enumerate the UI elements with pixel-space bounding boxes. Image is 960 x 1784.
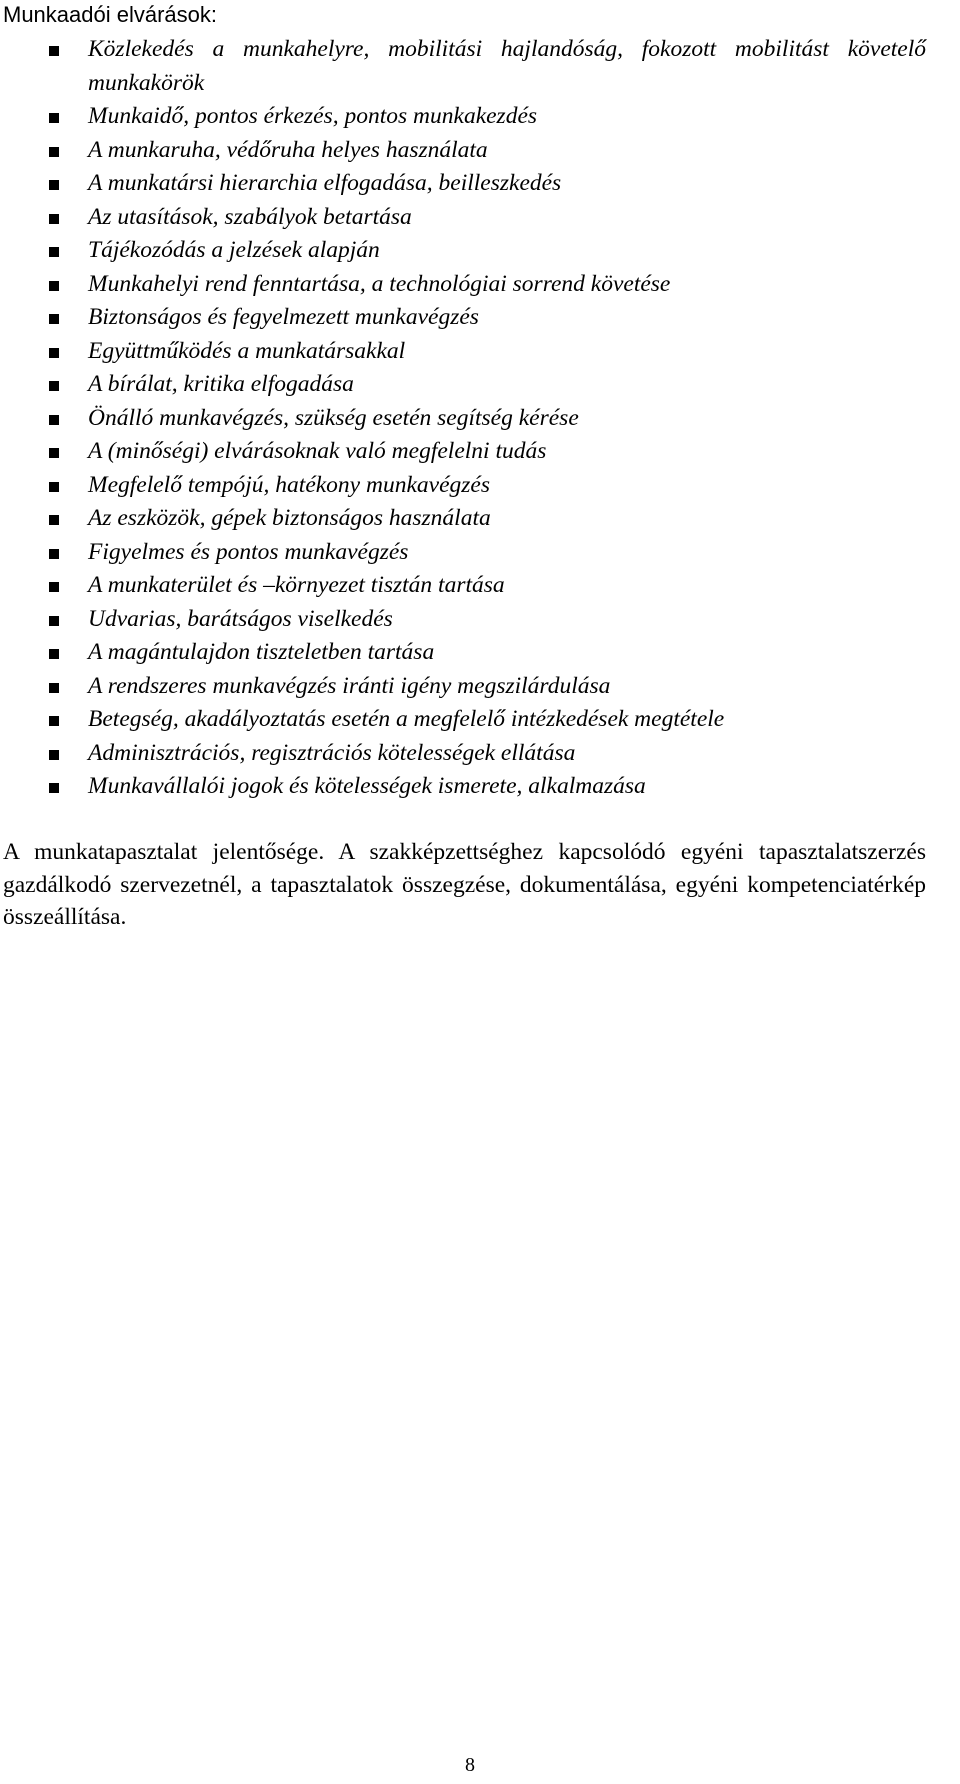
square-bullet-icon [49, 582, 59, 592]
square-bullet-icon [49, 214, 59, 224]
square-bullet-icon [49, 649, 59, 659]
bullet-item-text: A rendszeres munkavégzés iránti igény megszilárdulása [88, 672, 611, 699]
bullet-item [0, 469, 960, 503]
bullet-item [0, 435, 960, 469]
square-bullet-icon [49, 783, 59, 793]
square-bullet-icon [49, 314, 59, 324]
bullet-item [0, 33, 960, 100]
square-bullet-icon [49, 281, 59, 291]
bullet-item [0, 234, 960, 268]
bullet-item-text: Az utasítások, szabályok betartása [88, 203, 412, 230]
bullet-item-text: Betegség, akadályoztatás esetén a megfelelő intézkedések megtétele [88, 706, 725, 732]
bullet-item [0, 100, 960, 134]
bullet-item-text: Megfelelő tempójú, hatékony munkavégzés [88, 471, 490, 498]
bullet-item [0, 335, 960, 369]
section-heading: Munkaadói elvárások: [3, 2, 218, 27]
square-bullet-icon [49, 381, 59, 391]
bullet-item [0, 536, 960, 570]
bullet-item [0, 569, 960, 603]
bullet-item [0, 134, 960, 168]
square-bullet-icon [49, 482, 59, 492]
bullet-item [0, 636, 960, 670]
bullet-item-text: Udvarias, barátságos viselkedés [88, 605, 393, 632]
bullet-item [0, 167, 960, 201]
bullet-item [0, 502, 960, 536]
bullet-item-text: A munkatársi hierarchia elfogadása, beilleszkedés [88, 170, 562, 196]
bullet-item [0, 703, 960, 737]
bullet-item-text: Biztonságos és fegyelmezett munkavégzés [88, 304, 479, 330]
square-bullet-icon [49, 348, 59, 358]
bullet-item-text: A magántulajdon tiszteletben tartása [88, 639, 435, 665]
bullet-item-text: Adminisztrációs, regisztrációs kötelességek ellátása [88, 739, 576, 766]
square-bullet-icon [49, 180, 59, 190]
square-bullet-icon [49, 750, 59, 760]
square-bullet-icon [49, 147, 59, 157]
bullet-item-text: A munkaterület és –környezet tisztán tartása [88, 572, 505, 598]
bullet-item-text: Együttműködés a munkatársakkal [88, 337, 406, 364]
bullet-item [0, 670, 960, 704]
bullet-item-text: Az eszközök, gépek biztonságos használata [88, 505, 491, 531]
bullet-item [0, 737, 960, 771]
bullet-item [0, 301, 960, 335]
square-bullet-icon [49, 616, 59, 626]
bullet-item [0, 368, 960, 402]
work-experience-paragraph: A munkatapasztalat jelentősége. A szakképzettséghez kapcsolódó egyéni tapasztalatszerzés gazdálkodó szervezetnél, a tapasztalatok összegzése, dokumentálása, egyéni kompetenciatérkép összeállítása. [3, 839, 926, 930]
bullet-item-text: Munkaidő, pontos érkezés, pontos munkakezdés [88, 103, 538, 129]
bullet-item-text: Önálló munkavégzés, szükség esetén segítség kérése [88, 404, 579, 431]
square-bullet-icon [49, 415, 59, 425]
square-bullet-icon [49, 515, 59, 525]
square-bullet-icon [49, 113, 59, 123]
bullet-item-text: A (minőségi) elvárásoknak való megfelelni tudás [88, 438, 547, 464]
bullet-item-text: A bírálat, kritika elfogadása [88, 371, 354, 397]
bullet-item [0, 770, 960, 804]
bullet-item-text: Munkavállalói jogok és kötelességek ismerete, alkalmazása [88, 773, 646, 799]
square-bullet-icon [49, 247, 59, 257]
square-bullet-icon [49, 683, 59, 693]
bullet-item [0, 603, 960, 637]
square-bullet-icon [49, 448, 59, 458]
bullet-item-text: Tájékozódás a jelzések alapján [88, 237, 380, 263]
bullet-item [0, 201, 960, 235]
bullet-item-text: A munkaruha, védőruha helyes használata [88, 136, 488, 163]
bullet-item [0, 268, 960, 302]
bullet-item-text: Közlekedés a munkahelyre, mobilitási hajlandóság, fokozott mobilitást követelő munkakörök [88, 36, 926, 96]
requirements-bullet-list [0, 33, 960, 804]
bullet-item-text: Figyelmes és pontos munkavégzés [88, 538, 409, 565]
square-bullet-icon [49, 46, 59, 56]
bullet-item [0, 402, 960, 436]
page-number: 8 [465, 1754, 475, 1776]
square-bullet-icon [49, 549, 59, 559]
square-bullet-icon [49, 716, 59, 726]
bullet-item-text: Munkahelyi rend fenntartása, a technológiai sorrend követése [88, 270, 671, 297]
